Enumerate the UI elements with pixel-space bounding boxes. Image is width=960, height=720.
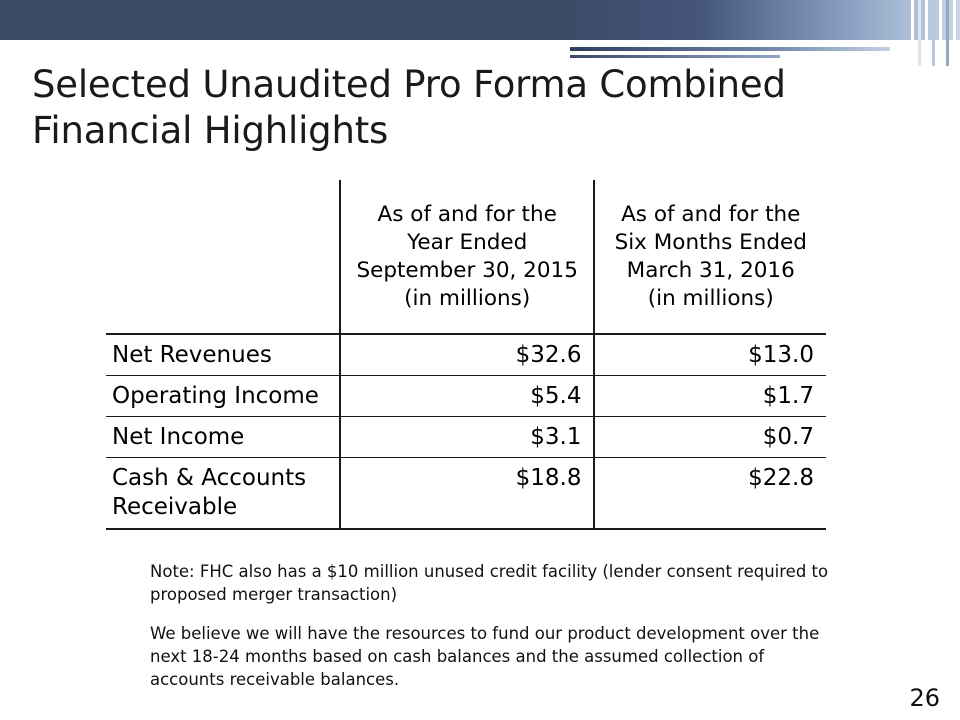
page-number: 26 bbox=[909, 684, 940, 712]
note-resources-statement: We believe we will have the resources to fund our product development over the next 18-24 months based on cash balances and the assumed collection of accounts receivable balances. bbox=[150, 624, 820, 689]
table-row bbox=[106, 376, 826, 417]
header-line: (in millions) bbox=[647, 285, 774, 311]
row-value-six-months-2016: $0.7 bbox=[594, 417, 826, 458]
row-value-fy2015: $5.4 bbox=[340, 376, 595, 417]
header-cell-blank bbox=[106, 180, 340, 334]
row-value-fy2015: $18.8 bbox=[340, 458, 595, 530]
header-line: As of and for the bbox=[621, 201, 801, 227]
row-value-six-months-2016: $1.7 bbox=[594, 376, 826, 417]
accent-line-primary bbox=[570, 47, 890, 51]
table-header-row bbox=[106, 180, 826, 334]
row-value-fy2015: $3.1 bbox=[340, 417, 595, 458]
table-row bbox=[106, 417, 826, 458]
header-line: As of and for the bbox=[377, 201, 557, 227]
header-line: September 30, 2015 bbox=[356, 257, 578, 283]
header-line: (in millions) bbox=[404, 285, 531, 311]
row-label: Cash & Accounts Receivable bbox=[106, 458, 340, 530]
row-value-six-months-2016: $13.0 bbox=[594, 334, 826, 376]
header-stripes bbox=[900, 0, 960, 66]
header-cell-six-months-2016 bbox=[594, 180, 826, 334]
row-label: Net Income bbox=[106, 417, 340, 458]
row-label: Net Revenues bbox=[106, 334, 340, 376]
header-cell-fy2015 bbox=[340, 180, 595, 334]
slide-title: Selected Unaudited Pro Forma Combined Financial Highlights bbox=[32, 63, 786, 152]
header-line: Six Months Ended bbox=[614, 229, 807, 255]
note-credit-facility: Note: FHC also has a $10 million unused credit facility (lender consent required to proposed merger transaction) bbox=[150, 562, 829, 604]
row-value-six-months-2016: $22.8 bbox=[594, 458, 826, 530]
accent-line-secondary bbox=[570, 55, 780, 58]
row-label: Operating Income bbox=[106, 376, 340, 417]
notes-block bbox=[150, 560, 830, 707]
table-row bbox=[106, 334, 826, 376]
header-line: Year Ended bbox=[407, 229, 528, 255]
table-row bbox=[106, 458, 826, 530]
financial-highlights-table bbox=[106, 180, 826, 530]
header-line: March 31, 2016 bbox=[626, 257, 795, 283]
row-value-fy2015: $32.6 bbox=[340, 334, 595, 376]
